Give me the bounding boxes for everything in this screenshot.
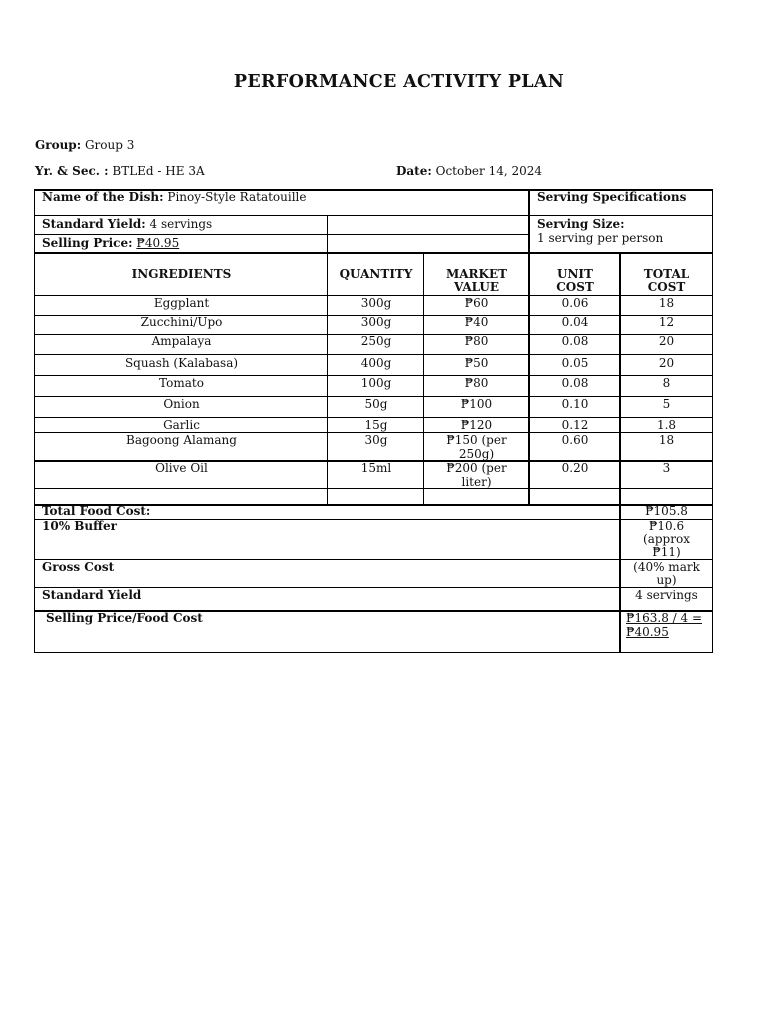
cell-unit-cost: 0.12: [561, 418, 589, 432]
group-label: Group:: [35, 138, 82, 152]
cell-ingredient: Squash (Kalabasa): [124, 356, 239, 370]
dish-name: [42, 191, 307, 204]
selling-price-label: Selling Price:: [42, 236, 133, 250]
standard-yield: [42, 218, 212, 231]
row-line: [34, 234, 528, 235]
buffer-label: 10% Buffer: [42, 519, 117, 533]
serving-size-label: Serving Size:: [537, 217, 625, 231]
table-border-right: [712, 189, 713, 653]
selling-price-food-cost-value-line-2: ₱40.95: [626, 625, 669, 639]
cell-market-value: ₱120: [460, 418, 493, 432]
serving-size-value: 1 serving per person: [537, 231, 664, 245]
cell-ingredient: Onion: [163, 397, 200, 411]
header-market-2: VALUE: [453, 280, 500, 294]
cell-quantity: 15g: [364, 418, 388, 432]
selling-price-value: ₱40.95: [136, 236, 180, 250]
cell-market-value-line-1: ₱200 (per: [446, 461, 507, 475]
header-unit-2: COST: [556, 280, 594, 294]
cell-ingredient: Tomato: [159, 376, 204, 390]
cell-quantity: 300g: [360, 296, 392, 310]
cell-market-value: ₱40: [464, 315, 489, 329]
cell-unit-cost: 0.60: [561, 433, 589, 447]
group-value: Group 3: [84, 138, 135, 152]
cell-quantity: 15ml: [360, 461, 392, 475]
cell-total-cost: 18: [658, 296, 675, 310]
cell-ingredient: Eggplant: [153, 296, 210, 310]
header-ingredients: INGREDIENTS: [131, 267, 232, 281]
cell-quantity: 300g: [360, 315, 392, 329]
cell-total-cost: 18: [658, 433, 675, 447]
cell-market-value: ₱80: [464, 334, 489, 348]
table-border-bottom: [34, 652, 713, 653]
summary-standard-yield-label: Standard Yield: [42, 588, 142, 602]
cell-total-cost: 3: [662, 461, 671, 475]
cell-ingredient: Olive Oil: [155, 461, 208, 475]
cell-total-cost: 8: [662, 376, 671, 390]
cell-unit-cost: 0.08: [561, 376, 589, 390]
cell-total-cost: 20: [658, 334, 675, 348]
cell-ingredient: Garlic: [163, 418, 200, 432]
header-total-2: COST: [647, 280, 686, 294]
buffer-value-line-3: ₱11): [652, 545, 681, 559]
yr-sec-line: [35, 164, 205, 178]
total-food-cost-value: ₱105.8: [645, 504, 688, 518]
selling-price-food-cost-label: Selling Price/Food Cost: [46, 611, 203, 625]
cell-market-value-line-2: liter): [461, 475, 492, 489]
cell-unit-cost: 0.04: [561, 315, 589, 329]
header-market-1: MARKET: [445, 267, 508, 281]
cell-ingredient: Zucchini/Upo: [140, 315, 223, 329]
header-unit-1: UNIT: [557, 267, 593, 281]
date-line: [396, 164, 542, 178]
gross-cost-label: Gross Cost: [42, 560, 115, 574]
cell-quantity: 50g: [364, 397, 388, 411]
buffer-value-line-2: (approx: [643, 532, 690, 546]
cell-market-value: ₱50: [464, 356, 489, 370]
date-value: October 14, 2024: [435, 164, 543, 178]
yr-sec-value: BTLEd - HE 3A: [112, 164, 205, 178]
cell-quantity: 30g: [364, 433, 388, 447]
cell-ingredient: Ampalaya: [151, 334, 212, 348]
row-line: [34, 215, 713, 216]
cell-unit-cost: 0.08: [561, 334, 589, 348]
page-title: PERFORMANCE ACTIVITY PLAN: [233, 72, 565, 92]
cell-ingredient: Bagoong Alamang: [126, 433, 237, 447]
cell-quantity: 100g: [360, 376, 392, 390]
serving-spec-label: Serving Specifications: [537, 190, 687, 204]
cell-market-value: ₱80: [464, 376, 489, 390]
dish-value: Pinoy-Style Ratatouille: [167, 190, 307, 204]
row-line: [34, 519, 713, 520]
total-food-cost-label: Total Food Cost:: [42, 504, 151, 518]
standard-yield-value: 4 servings: [149, 217, 213, 231]
cell-total-cost: 1.8: [656, 418, 677, 432]
cell-market-value-line-1: ₱150 (per: [446, 433, 507, 447]
gross-cost-value-line-2: up): [656, 573, 677, 587]
gross-cost-value-line-1: (40% mark: [633, 560, 700, 574]
date-label: Date:: [396, 164, 432, 178]
cell-market-value: ₱100: [460, 397, 493, 411]
dish-label: Name of the Dish:: [42, 190, 164, 204]
cell-unit-cost: 0.06: [561, 296, 589, 310]
row-line: [34, 488, 713, 489]
cell-market-value: ₱60: [464, 296, 489, 310]
row-line: [34, 252, 713, 254]
row-line: [34, 354, 713, 355]
header-total-1: TOTAL: [643, 267, 690, 281]
standard-yield-label: Standard Yield:: [42, 217, 146, 231]
cell-total-cost: 20: [658, 356, 675, 370]
group-line: [35, 138, 134, 152]
cell-total-cost: 5: [662, 397, 671, 411]
row-line: [34, 559, 713, 560]
selling-price: [42, 237, 179, 250]
cell-quantity: 400g: [360, 356, 392, 370]
cell-unit-cost: 0.10: [561, 397, 589, 411]
header-quantity: QUANTITY: [339, 267, 413, 281]
selling-price-food-cost-value-line-1: ₱163.8 / 4 =: [626, 611, 703, 625]
cell-unit-cost: 0.20: [561, 461, 589, 475]
buffer-value-line-1: ₱10.6: [648, 519, 685, 533]
summary-standard-yield-value: 4 servings: [635, 588, 698, 602]
cell-unit-cost: 0.05: [561, 356, 589, 370]
cell-total-cost: 12: [658, 315, 675, 329]
cell-market-value-line-2: 250g): [458, 447, 495, 461]
cell-quantity: 250g: [360, 334, 392, 348]
yr-sec-label: Yr. & Sec. :: [35, 164, 109, 178]
